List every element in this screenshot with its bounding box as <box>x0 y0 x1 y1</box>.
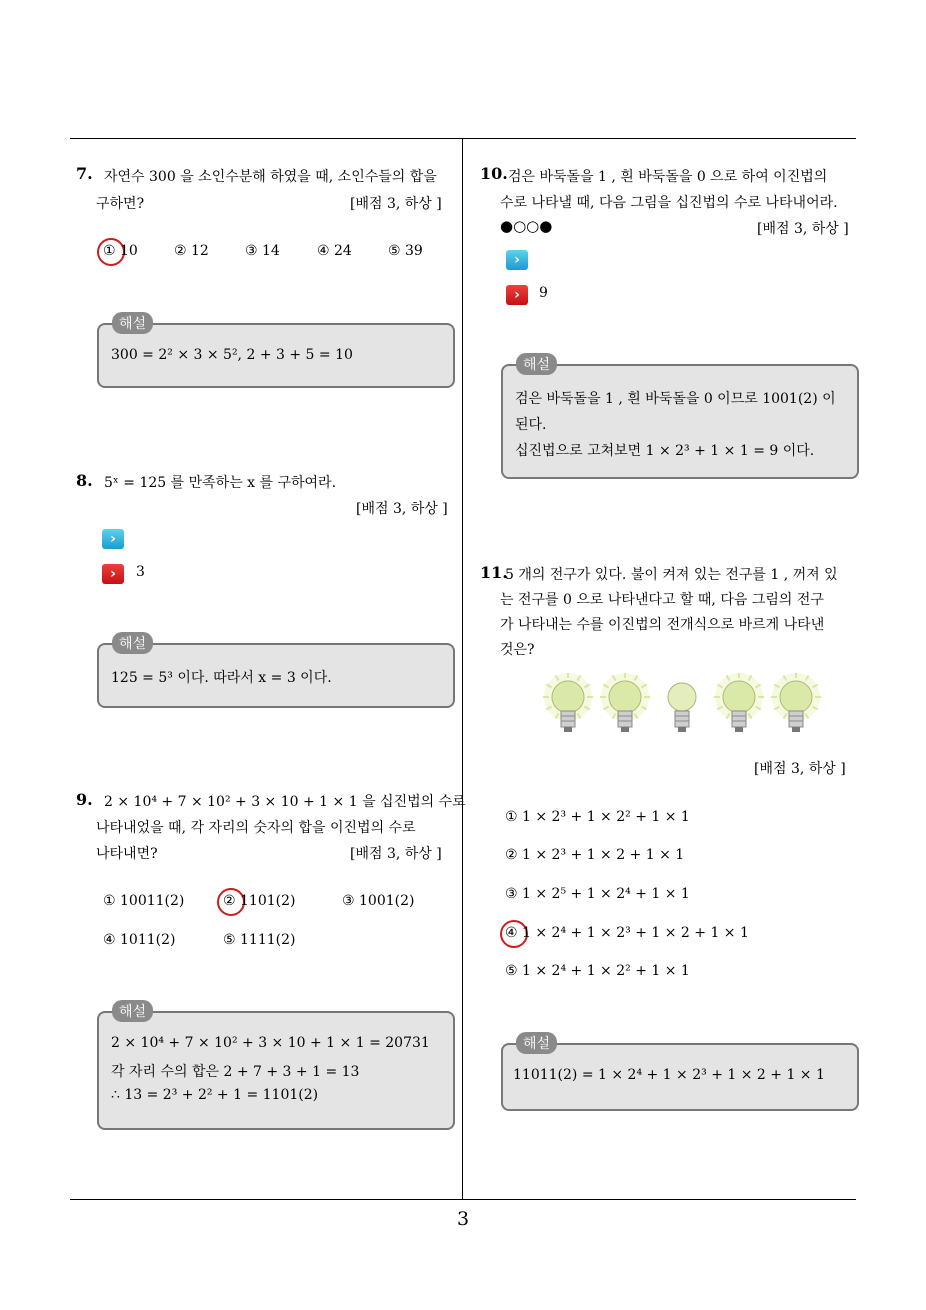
option-5[interactable]: ⑤ 1111(2) <box>223 932 296 948</box>
stones: ●○○● <box>500 217 553 235</box>
score-label: [배점 3, 하상 ] <box>350 196 442 212</box>
question-text: 검은 바둑돌을 1 , 흰 바둑돌을 0 으로 하여 이진법의 <box>508 169 828 185</box>
page-number: 3 <box>456 1208 470 1230</box>
bulb-on-icon <box>711 673 767 737</box>
solution-label: 해설 <box>112 632 153 654</box>
option-2[interactable]: ② 12 <box>174 243 209 259</box>
question-text: 구하면? <box>96 196 145 212</box>
solution-box <box>501 364 859 479</box>
solution-box <box>97 323 455 388</box>
solution-line: 십진법으로 고쳐보면 1 × 2³ + 1 × 1 = 9 이다. <box>515 443 815 459</box>
solution-line: 2 × 10⁴ + 7 × 10² + 3 × 10 + 1 × 1 = 20731 <box>111 1035 430 1051</box>
show-answer-button[interactable]: › <box>506 250 528 270</box>
answer-value: 3 <box>136 564 145 580</box>
question-text: 자연수 300 을 소인수분해 하였을 때, 소인수들의 합을 <box>104 169 437 185</box>
answer-value: 9 <box>539 285 548 301</box>
option-4[interactable]: ④ 1011(2) <box>103 932 176 948</box>
question-number: 10. <box>480 164 508 183</box>
column-divider <box>462 138 463 1200</box>
option-2[interactable]: ② 1101(2) <box>223 893 296 909</box>
solution-text: 300 = 2² × 3 × 5², 2 + 3 + 5 = 10 <box>111 347 353 363</box>
score-label: [배점 3, 하상 ] <box>350 846 442 862</box>
score-label: [배점 3, 하상 ] <box>754 761 846 777</box>
bottom-rule <box>70 1199 856 1200</box>
question-text: 수로 나타낼 때, 다음 그림을 십진법의 수로 나타내어라. <box>500 195 838 211</box>
solution-box <box>501 1043 859 1111</box>
question-number: 11. <box>480 563 508 582</box>
question-number: 7. <box>76 164 93 183</box>
score-label: [배점 3, 하상 ] <box>757 221 849 237</box>
option-3[interactable]: ③ 14 <box>245 243 280 259</box>
solution-box <box>97 1011 455 1130</box>
bulb-on-icon <box>597 673 653 737</box>
solution-line: ∴ 13 = 2³ + 2² + 1 = 1101(2) <box>111 1087 319 1103</box>
solution-label: 해설 <box>516 353 557 375</box>
option-2[interactable]: ② 1 × 2³ + 1 × 2 + 1 × 1 <box>505 847 685 863</box>
show-answer-button[interactable]: › <box>102 529 124 549</box>
option-1[interactable]: ① 10011(2) <box>103 893 185 909</box>
question-text: 나타내었을 때, 각 자리의 숫자의 합을 이진법의 수로 <box>96 820 416 836</box>
option-3[interactable]: ③ 1 × 2⁵ + 1 × 2⁴ + 1 × 1 <box>505 886 690 902</box>
question-text: 나타내면? <box>96 846 158 862</box>
question-number: 9. <box>76 790 93 809</box>
option-1[interactable]: ① 1 × 2³ + 1 × 2² + 1 × 1 <box>505 809 690 825</box>
question-text: 2 × 10⁴ + 7 × 10² + 3 × 10 + 1 × 1 을 십진법의 수로 <box>104 794 466 810</box>
question-number: 8. <box>76 471 93 490</box>
bulb-on-icon <box>540 673 596 737</box>
solution-label: 해설 <box>112 1000 153 1022</box>
solution-line: 검은 바둑돌을 1 , 흰 바둑돌을 0 이므로 1001(2) 이 <box>515 391 836 407</box>
option-5[interactable]: ⑤ 1 × 2⁴ + 1 × 2² + 1 × 1 <box>505 963 690 979</box>
option-4[interactable]: ④ 1 × 2⁴ + 1 × 2³ + 1 × 2 + 1 × 1 <box>505 925 749 941</box>
option-5[interactable]: ⑤ 39 <box>388 243 423 259</box>
bulb-off-icon <box>654 673 710 737</box>
question-text: 5ˣ = 125 를 만족하는 x 를 구하여라. <box>104 475 337 491</box>
solution-box <box>97 643 455 708</box>
answer-icon: › <box>102 564 124 584</box>
option-1[interactable]: ① 10 <box>103 243 138 259</box>
option-3[interactable]: ③ 1001(2) <box>342 893 415 909</box>
question-text: 5 개의 전구가 있다. 불이 켜져 있는 전구를 1 , 꺼져 있 <box>505 567 838 583</box>
option-4[interactable]: ④ 24 <box>317 243 352 259</box>
question-text: 는 전구를 0 으로 나타낸다고 할 때, 다음 그림의 전구 <box>500 592 824 608</box>
score-label: [배점 3, 하상 ] <box>356 501 448 517</box>
solution-label: 해설 <box>516 1032 557 1054</box>
answer-icon: › <box>506 285 528 305</box>
solution-label: 해설 <box>112 312 153 334</box>
question-text: 것은? <box>500 642 535 658</box>
solution-text: 125 = 5³ 이다. 따라서 x = 3 이다. <box>111 670 332 686</box>
top-rule <box>70 138 856 139</box>
question-text: 가 나타내는 수를 이진법의 전개식으로 바르게 나타낸 <box>500 617 825 633</box>
solution-line: 된다. <box>515 417 547 433</box>
solution-text: 11011(2) = 1 × 2⁴ + 1 × 2³ + 1 × 2 + 1 × 1 <box>513 1067 825 1083</box>
solution-line: 각 자리 수의 합은 2 + 7 + 3 + 1 = 13 <box>111 1064 360 1080</box>
bulb-on-icon <box>768 673 824 737</box>
